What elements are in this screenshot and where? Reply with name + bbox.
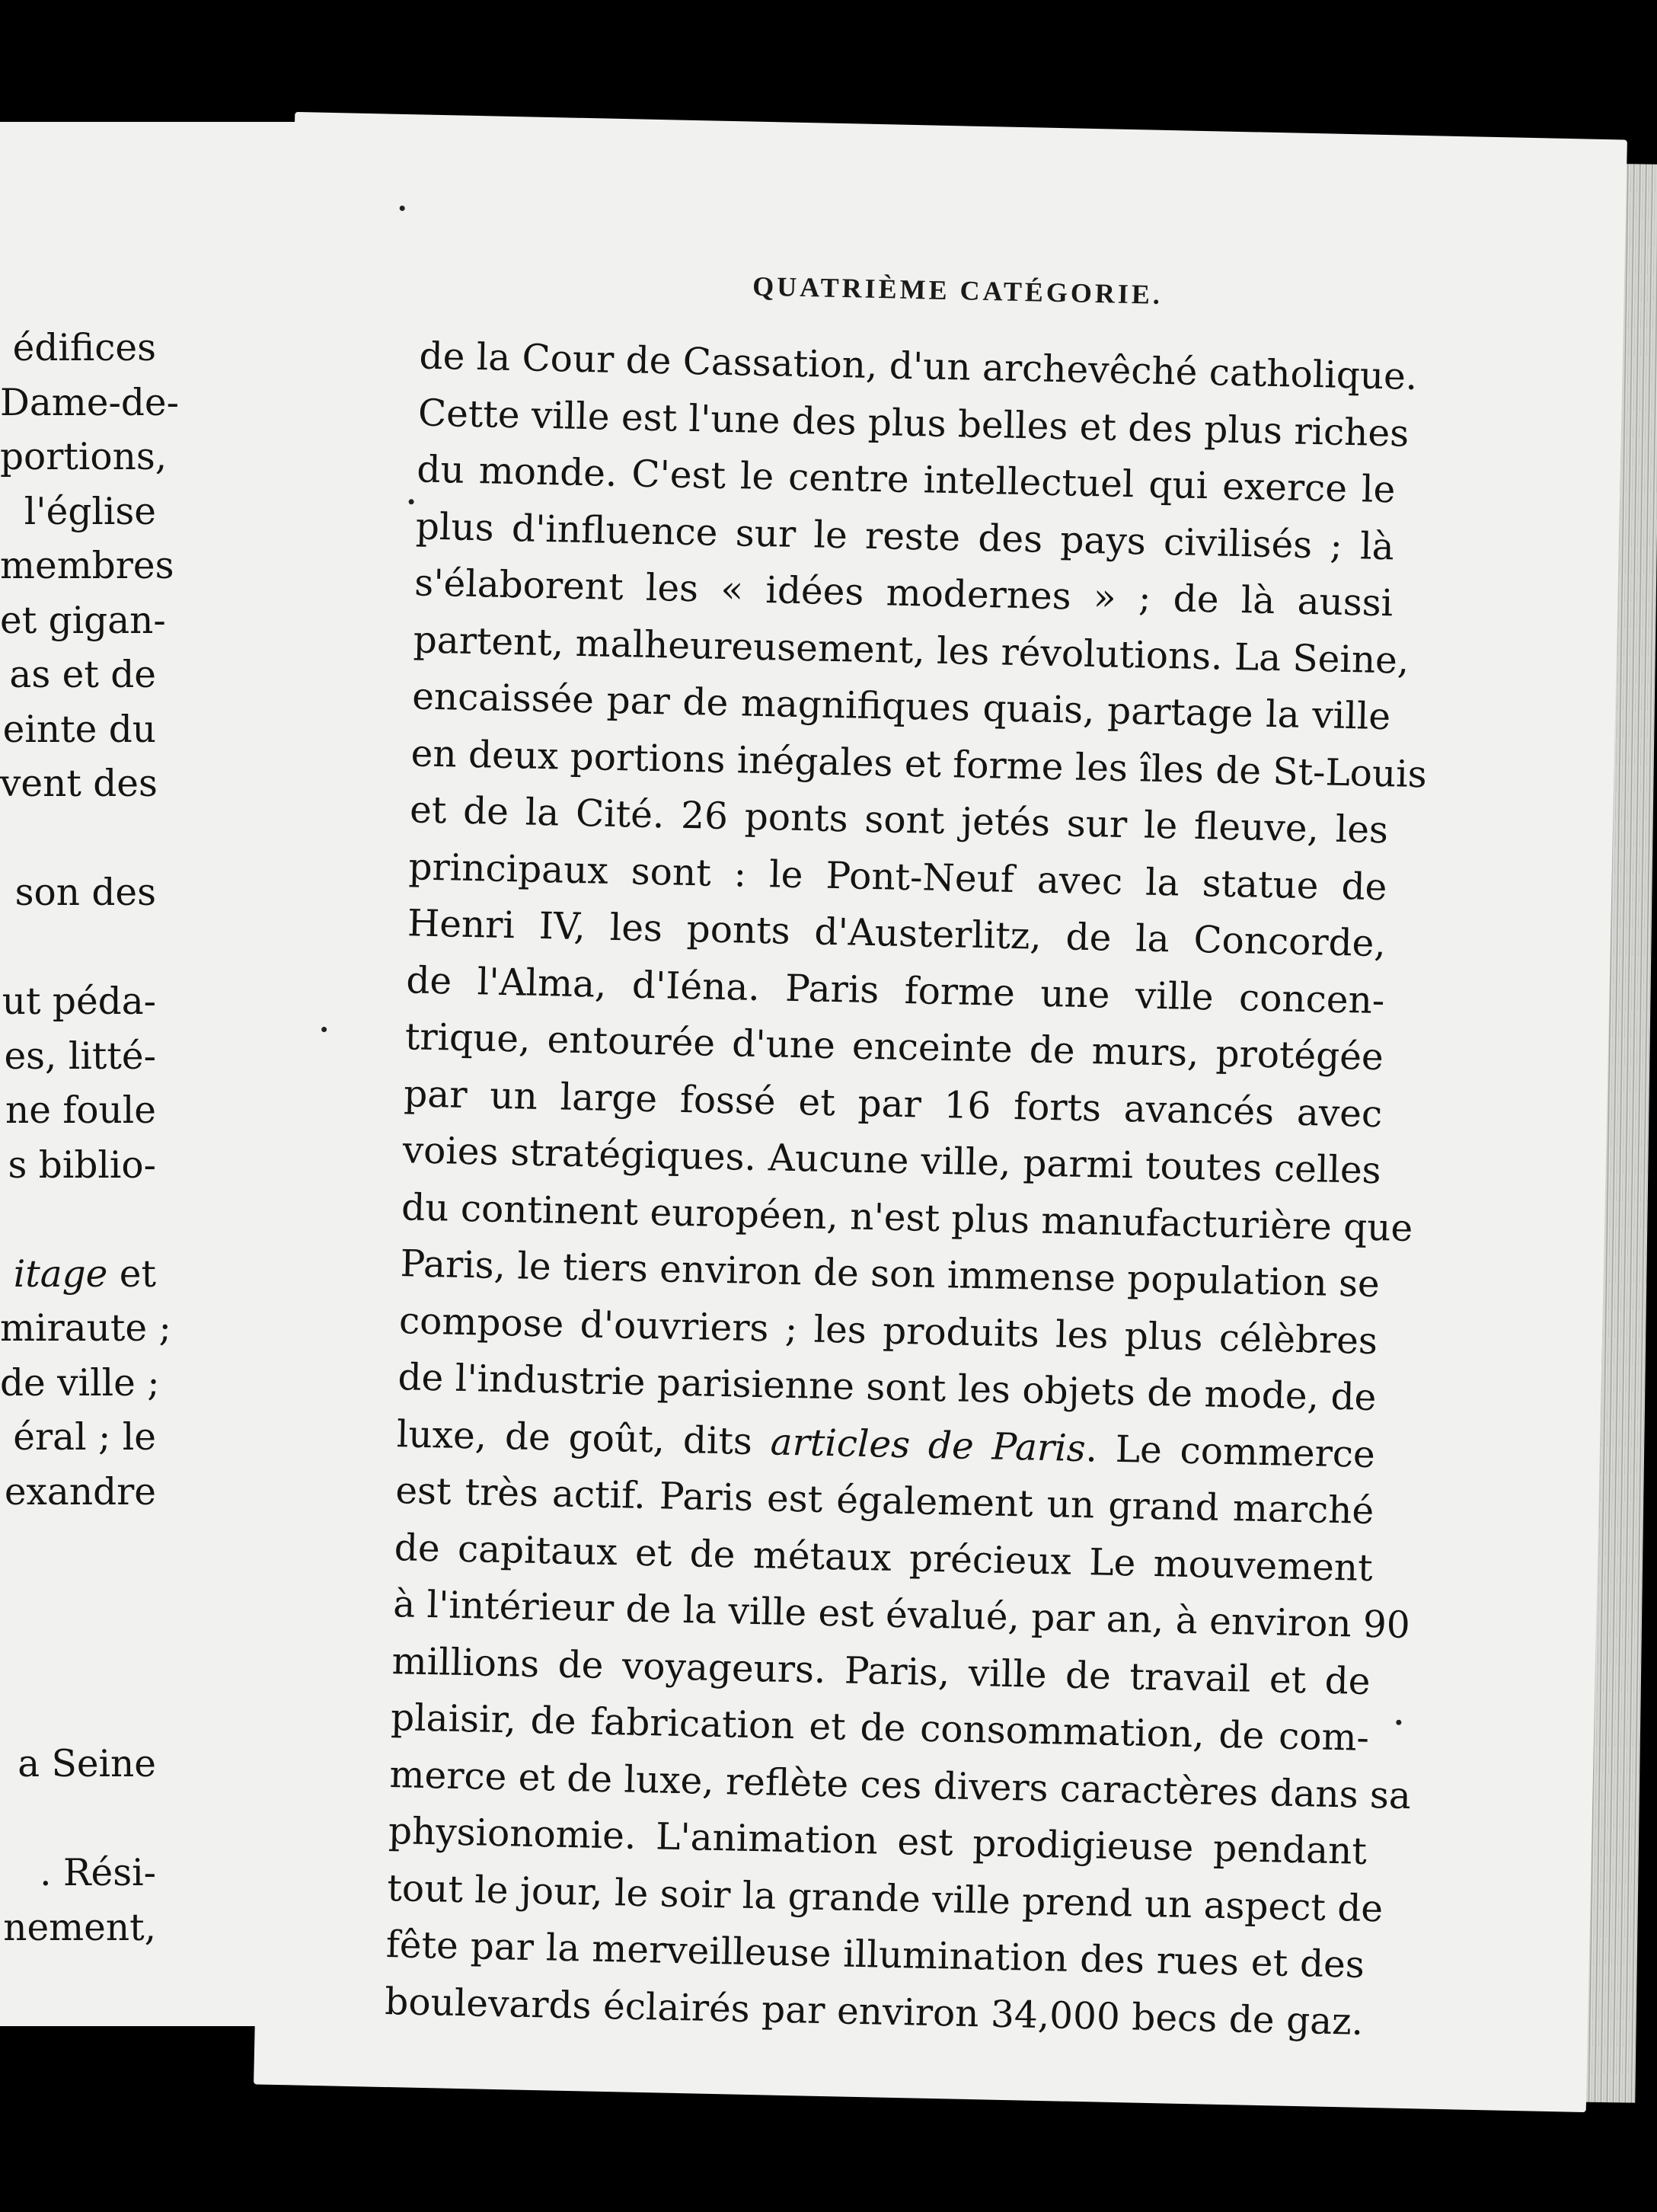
- text-run: merce et de luxe, reflète ces divers caractères dans sa: [389, 1753, 1412, 1817]
- text-run: Paris, le tiers environ de son immense population se: [400, 1242, 1381, 1306]
- text-run: de capitaux et de métaux précieux Le mouvement: [394, 1526, 1374, 1590]
- left-text-line: Dame-de-: [0, 381, 180, 424]
- left-text-line: [0, 1574, 156, 1629]
- text-run: plaisir, de fabrication et de consommation, de com-: [390, 1696, 1370, 1760]
- text-run: . Le commerce: [1084, 1427, 1376, 1476]
- left-text-line: miraute ;: [0, 1307, 171, 1350]
- text-run: du continent européen, n'est plus manufacturière que: [401, 1185, 1413, 1250]
- left-text-line: exandre: [4, 1470, 156, 1514]
- left-text-line: [0, 1520, 156, 1574]
- text-run: fête par la merveilleuse illumination des rues et des: [385, 1923, 1365, 1987]
- text-run: partent, malheureusement, les révolutions. La Seine,: [413, 618, 1410, 682]
- italic-text-run: itage: [13, 1252, 108, 1296]
- right-page-text: [384, 328, 1428, 2050]
- left-text-line: [0, 1629, 156, 1683]
- right-page: [254, 112, 1627, 2112]
- text-run: principaux sont : le Pont-Neuf avec la statue de: [408, 845, 1387, 909]
- text-run: encaissée par de magnifiques quais, partage la ville: [411, 675, 1391, 739]
- left-text-line: [0, 1193, 156, 1248]
- text-run: voies stratégiques. Aucune ville, parmi toutes celles: [402, 1129, 1382, 1193]
- text-run: compose d'ouvriers ; les produits les plus célèbres: [398, 1299, 1378, 1363]
- text-run: et: [107, 1252, 156, 1296]
- left-text-line: einte du: [2, 708, 156, 751]
- text-run: par un large fossé et par 16 forts avancés avec: [403, 1072, 1383, 1136]
- left-text-line: [0, 921, 156, 976]
- left-text-line: [0, 1683, 156, 1738]
- text-run: à l'intérieur de la ville est évalué, par an, à environ 90: [392, 1583, 1411, 1648]
- text-run: millions de voyageurs. Paris, ville de travail et de: [391, 1639, 1371, 1703]
- left-text-line: édifices: [12, 327, 156, 369]
- text-run: Henri IV, les ponts d'Austerlitz, de la Concorde,: [407, 902, 1387, 966]
- text-run: luxe, de goût, dits: [396, 1412, 771, 1463]
- text-run: en deux portions inégales et forme les îles de St-Louis: [410, 731, 1428, 796]
- text-run: est très actif. Paris est également un grand marché: [394, 1469, 1374, 1533]
- text-run: Cette ville est l'une des plus belles et des plus riches: [417, 391, 1410, 456]
- left-text-line: ut péda-: [2, 980, 156, 1023]
- text-run: boulevards éclairés par environ 34,000 becs de gaz.: [384, 1980, 1364, 2044]
- ink-speck: [321, 1027, 327, 1032]
- text-run: tout le jour, le soir la grande ville prend un aspect de: [386, 1866, 1384, 1930]
- left-text-line: . Rési-: [40, 1852, 156, 1894]
- left-text-line: a Seine: [18, 1743, 156, 1785]
- running-head: QUATRIÈME CATÉGORIE.: [752, 270, 1164, 310]
- ink-speck: [1396, 1720, 1401, 1725]
- left-text-line: es, litté-: [4, 1034, 156, 1078]
- left-page-text: [0, 321, 180, 1955]
- left-text-line: l'église: [24, 490, 156, 533]
- text-run: plus d'influence sur le reste des pays civilisés ; là: [415, 504, 1395, 568]
- left-text-line: et gigan-: [0, 599, 166, 642]
- ink-speck: [400, 206, 405, 211]
- text-run: trique, entourée d'une enceinte de murs, protégée: [404, 1015, 1384, 1079]
- left-text-line: éral ; le: [13, 1416, 156, 1459]
- text-run: et de la Cité. 26 ponts sont jetés sur le fleuve, les: [409, 788, 1389, 852]
- left-text-line: [0, 1248, 156, 1303]
- left-text-line: [0, 1792, 156, 1847]
- ink-speck: [409, 499, 414, 504]
- left-text-line: nement,: [3, 1906, 156, 1949]
- left-text-line: de ville ;: [0, 1361, 160, 1405]
- text-run: du monde. C'est le centre intellectuel qui exerce le: [416, 448, 1396, 512]
- left-text-line: son des: [14, 871, 156, 914]
- text-run: de la Cour de Cassation, d'un archevêché catholique.: [419, 334, 1418, 398]
- text-run: de l'Alma, d'Iéna. Paris forme une ville concen-: [405, 958, 1385, 1022]
- text-run: s'élaborent les « idées modernes » ; de là aussi: [413, 561, 1394, 625]
- left-text-line: as et de: [9, 654, 156, 696]
- left-text-line: s biblio-: [8, 1143, 156, 1187]
- text-run: physionomie. L'animation est prodigieuse pendant: [388, 1810, 1368, 1873]
- left-text-line: ne foule: [5, 1089, 156, 1132]
- left-text-line: [0, 812, 156, 867]
- left-text-line: membres: [0, 545, 174, 587]
- left-text-line: portions,: [0, 436, 168, 478]
- italic-text-run: articles de Paris: [770, 1420, 1087, 1470]
- left-text-line: vent des: [0, 762, 158, 805]
- text-run: de l'industrie parisienne sont les objets de mode, de: [397, 1356, 1377, 1420]
